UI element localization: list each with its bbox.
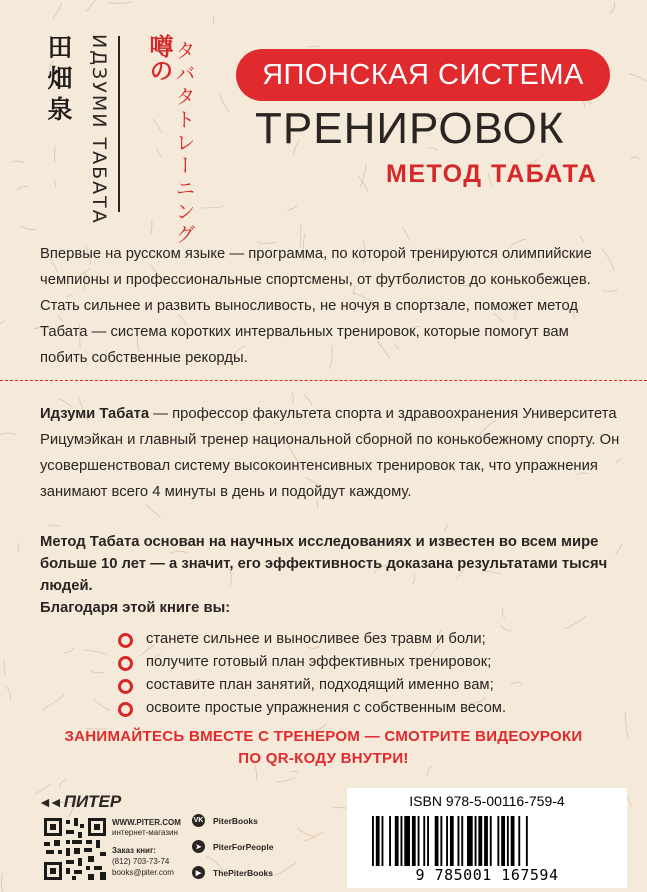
order-label: Заказ книг: <box>112 846 156 855</box>
author-bio: — профессор факультета спорта и здравоохранения Университета Рицумэйкан и главный тренер национальной сборной по конькобежному спорту. Он усовершенствовал систему высокоинтенсивных тренировок так, что упражнения занимают всего 4 минуты в день и подойдут каждому. <box>40 406 620 500</box>
barcode-icon <box>372 816 602 866</box>
list-item: станете сильнее и выносливее без травм и боли; <box>118 628 506 651</box>
isbn-barcode-box <box>347 788 627 888</box>
vk-icon: VK <box>192 814 205 827</box>
benefits-lead: Благодаря этой книге вы: <box>40 600 231 616</box>
isbn-label: ISBN 978-5-00116-759-4 <box>409 793 565 809</box>
dashed-divider <box>0 380 647 381</box>
publisher-arrows-icon: ◄◄ <box>38 794 60 810</box>
benefits-list <box>118 628 506 720</box>
video-cta <box>0 726 647 770</box>
author-paragraph <box>40 401 620 505</box>
bullet-circle-icon <box>118 633 133 648</box>
social-vk[interactable]: VK PiterBooks <box>193 815 258 826</box>
order-email[interactable]: books@piter.com <box>112 868 174 877</box>
publisher-logo: ◄◄ ПИТЕР <box>38 792 122 811</box>
bullet-circle-icon <box>118 679 133 694</box>
author-name-vertical: ИДЗУМИ ТАБАТА <box>88 34 110 225</box>
list-item: освоите простые упражнения с собственным весом. <box>118 697 506 720</box>
social-telegram[interactable]: ➤ PiterForPeople <box>192 840 273 853</box>
author-name: Идзуми Табата <box>40 406 150 422</box>
japanese-title-katakana: タバタトレーニング <box>172 40 196 247</box>
order-phone: (812) 703-73-74 <box>112 857 170 866</box>
publisher-site-caption: интернет-магазин <box>112 828 178 837</box>
bullet-circle-icon <box>118 702 133 717</box>
intro-paragraph: Впервые на русском языке — программа, по которой тренируются олимпийские чемпионы и профессиональные спортсмены, от футболистов до конькобежцев. Стать сильнее и развить выносливость, не ночуя в спортзале, поможет метод Табата — система коротких интервальных тренировок, которые помогут вам побить собственные рекорды. <box>40 246 592 366</box>
cta-line-2: ПО QR-КОДУ ВНУТРИ! <box>238 750 409 767</box>
japanese-title-kanji: 噂の <box>145 34 173 82</box>
youtube-icon: ▶ <box>192 866 205 879</box>
method-paragraph: Метод Табата основан на научных исследованиях и известен во всем мире больше 10 лет — а значит, его эффективность доказана результатами тысяч людей. <box>40 534 608 594</box>
list-item: составите план занятий, подходящий именно вам; <box>118 674 506 697</box>
telegram-icon: ➤ <box>192 840 205 853</box>
list-item: получите готовый план эффективных тренировок; <box>118 651 506 674</box>
title-line-2: ТРЕНИРОВОК <box>255 104 565 153</box>
social-youtube[interactable]: ▶ ThePiterBooks <box>192 866 273 879</box>
title-line-1: ЯПОНСКАЯ СИСТЕМА <box>236 49 610 101</box>
subtitle-method: МЕТОД ТАБАТА <box>386 160 598 188</box>
cta-line-1: ЗАНИМАЙТЕСЬ ВМЕСТЕ С ТРЕНЕРОМ — СМОТРИТЕ ВИДЕОУРОКИ <box>64 728 583 745</box>
bullet-circle-icon <box>118 656 133 671</box>
author-kanji: 田畑泉 <box>44 34 73 127</box>
publisher-site[interactable]: WWW.PITER.COM <box>112 818 181 827</box>
barcode-number: 9 785001 167594 <box>415 866 559 884</box>
vertical-divider <box>118 36 120 212</box>
qr-code-icon <box>44 818 106 880</box>
